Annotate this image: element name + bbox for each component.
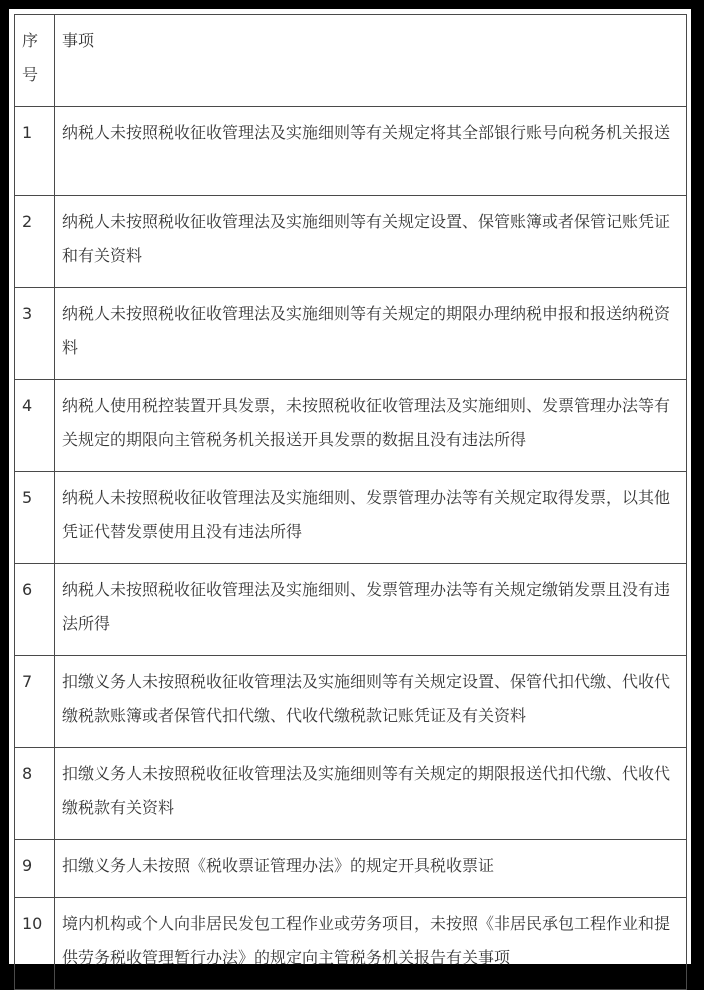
table-row (15, 196, 687, 288)
table-row (15, 840, 687, 898)
row-matter: 纳税人未按照税收征收管理法及实施细则等有关规定的期限办理纳税申报和报送纳税资料 (55, 288, 687, 380)
table-row (15, 380, 687, 472)
column-header-number: 序号 (15, 15, 55, 107)
row-number: 2 (15, 196, 55, 288)
row-matter: 纳税人未按照税收征收管理法及实施细则、发票管理办法等有关规定缴销发票且没有违法所得 (55, 564, 687, 656)
matters-table (14, 14, 687, 990)
column-header-matter: 事项 (55, 15, 687, 107)
row-number: 1 (15, 107, 55, 196)
row-number: 5 (15, 472, 55, 564)
table-row (15, 288, 687, 380)
row-matter: 扣缴义务人未按照《税收票证管理办法》的规定开具税收票证 (55, 840, 687, 898)
row-matter: 扣缴义务人未按照税收征收管理法及实施细则等有关规定设置、保管代扣代缴、代收代缴税款账簿或者保管代扣代缴、代收代缴税款记账凭证及有关资料 (55, 656, 687, 748)
row-matter: 纳税人未按照税收征收管理法及实施细则等有关规定设置、保管账簿或者保管记账凭证和有关资料 (55, 196, 687, 288)
table-row (15, 656, 687, 748)
row-number: 7 (15, 656, 55, 748)
row-number: 8 (15, 748, 55, 840)
row-matter: 纳税人未按照税收征收管理法及实施细则等有关规定将其全部银行账号向税务机关报送 (55, 107, 687, 196)
row-number: 6 (15, 564, 55, 656)
table-row (15, 748, 687, 840)
table-row (15, 898, 687, 990)
table-row (15, 107, 687, 196)
row-matter: 扣缴义务人未按照税收征收管理法及实施细则等有关规定的期限报送代扣代缴、代收代缴税款有关资料 (55, 748, 687, 840)
table-row (15, 564, 687, 656)
table-row (15, 472, 687, 564)
row-number: 4 (15, 380, 55, 472)
row-matter: 纳税人使用税控装置开具发票，未按照税收征收管理法及实施细则、发票管理办法等有关规定的期限向主管税务机关报送开具发票的数据且没有违法所得 (55, 380, 687, 472)
row-number: 3 (15, 288, 55, 380)
row-matter: 纳税人未按照税收征收管理法及实施细则、发票管理办法等有关规定取得发票，以其他凭证代替发票使用且没有违法所得 (55, 472, 687, 564)
table-header-row (15, 15, 687, 107)
row-matter: 境内机构或个人向非居民发包工程作业或劳务项目，未按照《非居民承包工程作业和提供劳务税收管理暂行办法》的规定向主管税务机关报告有关事项 (55, 898, 687, 990)
row-number: 9 (15, 840, 55, 898)
document-page (9, 9, 691, 967)
row-number: 10 (15, 898, 55, 990)
